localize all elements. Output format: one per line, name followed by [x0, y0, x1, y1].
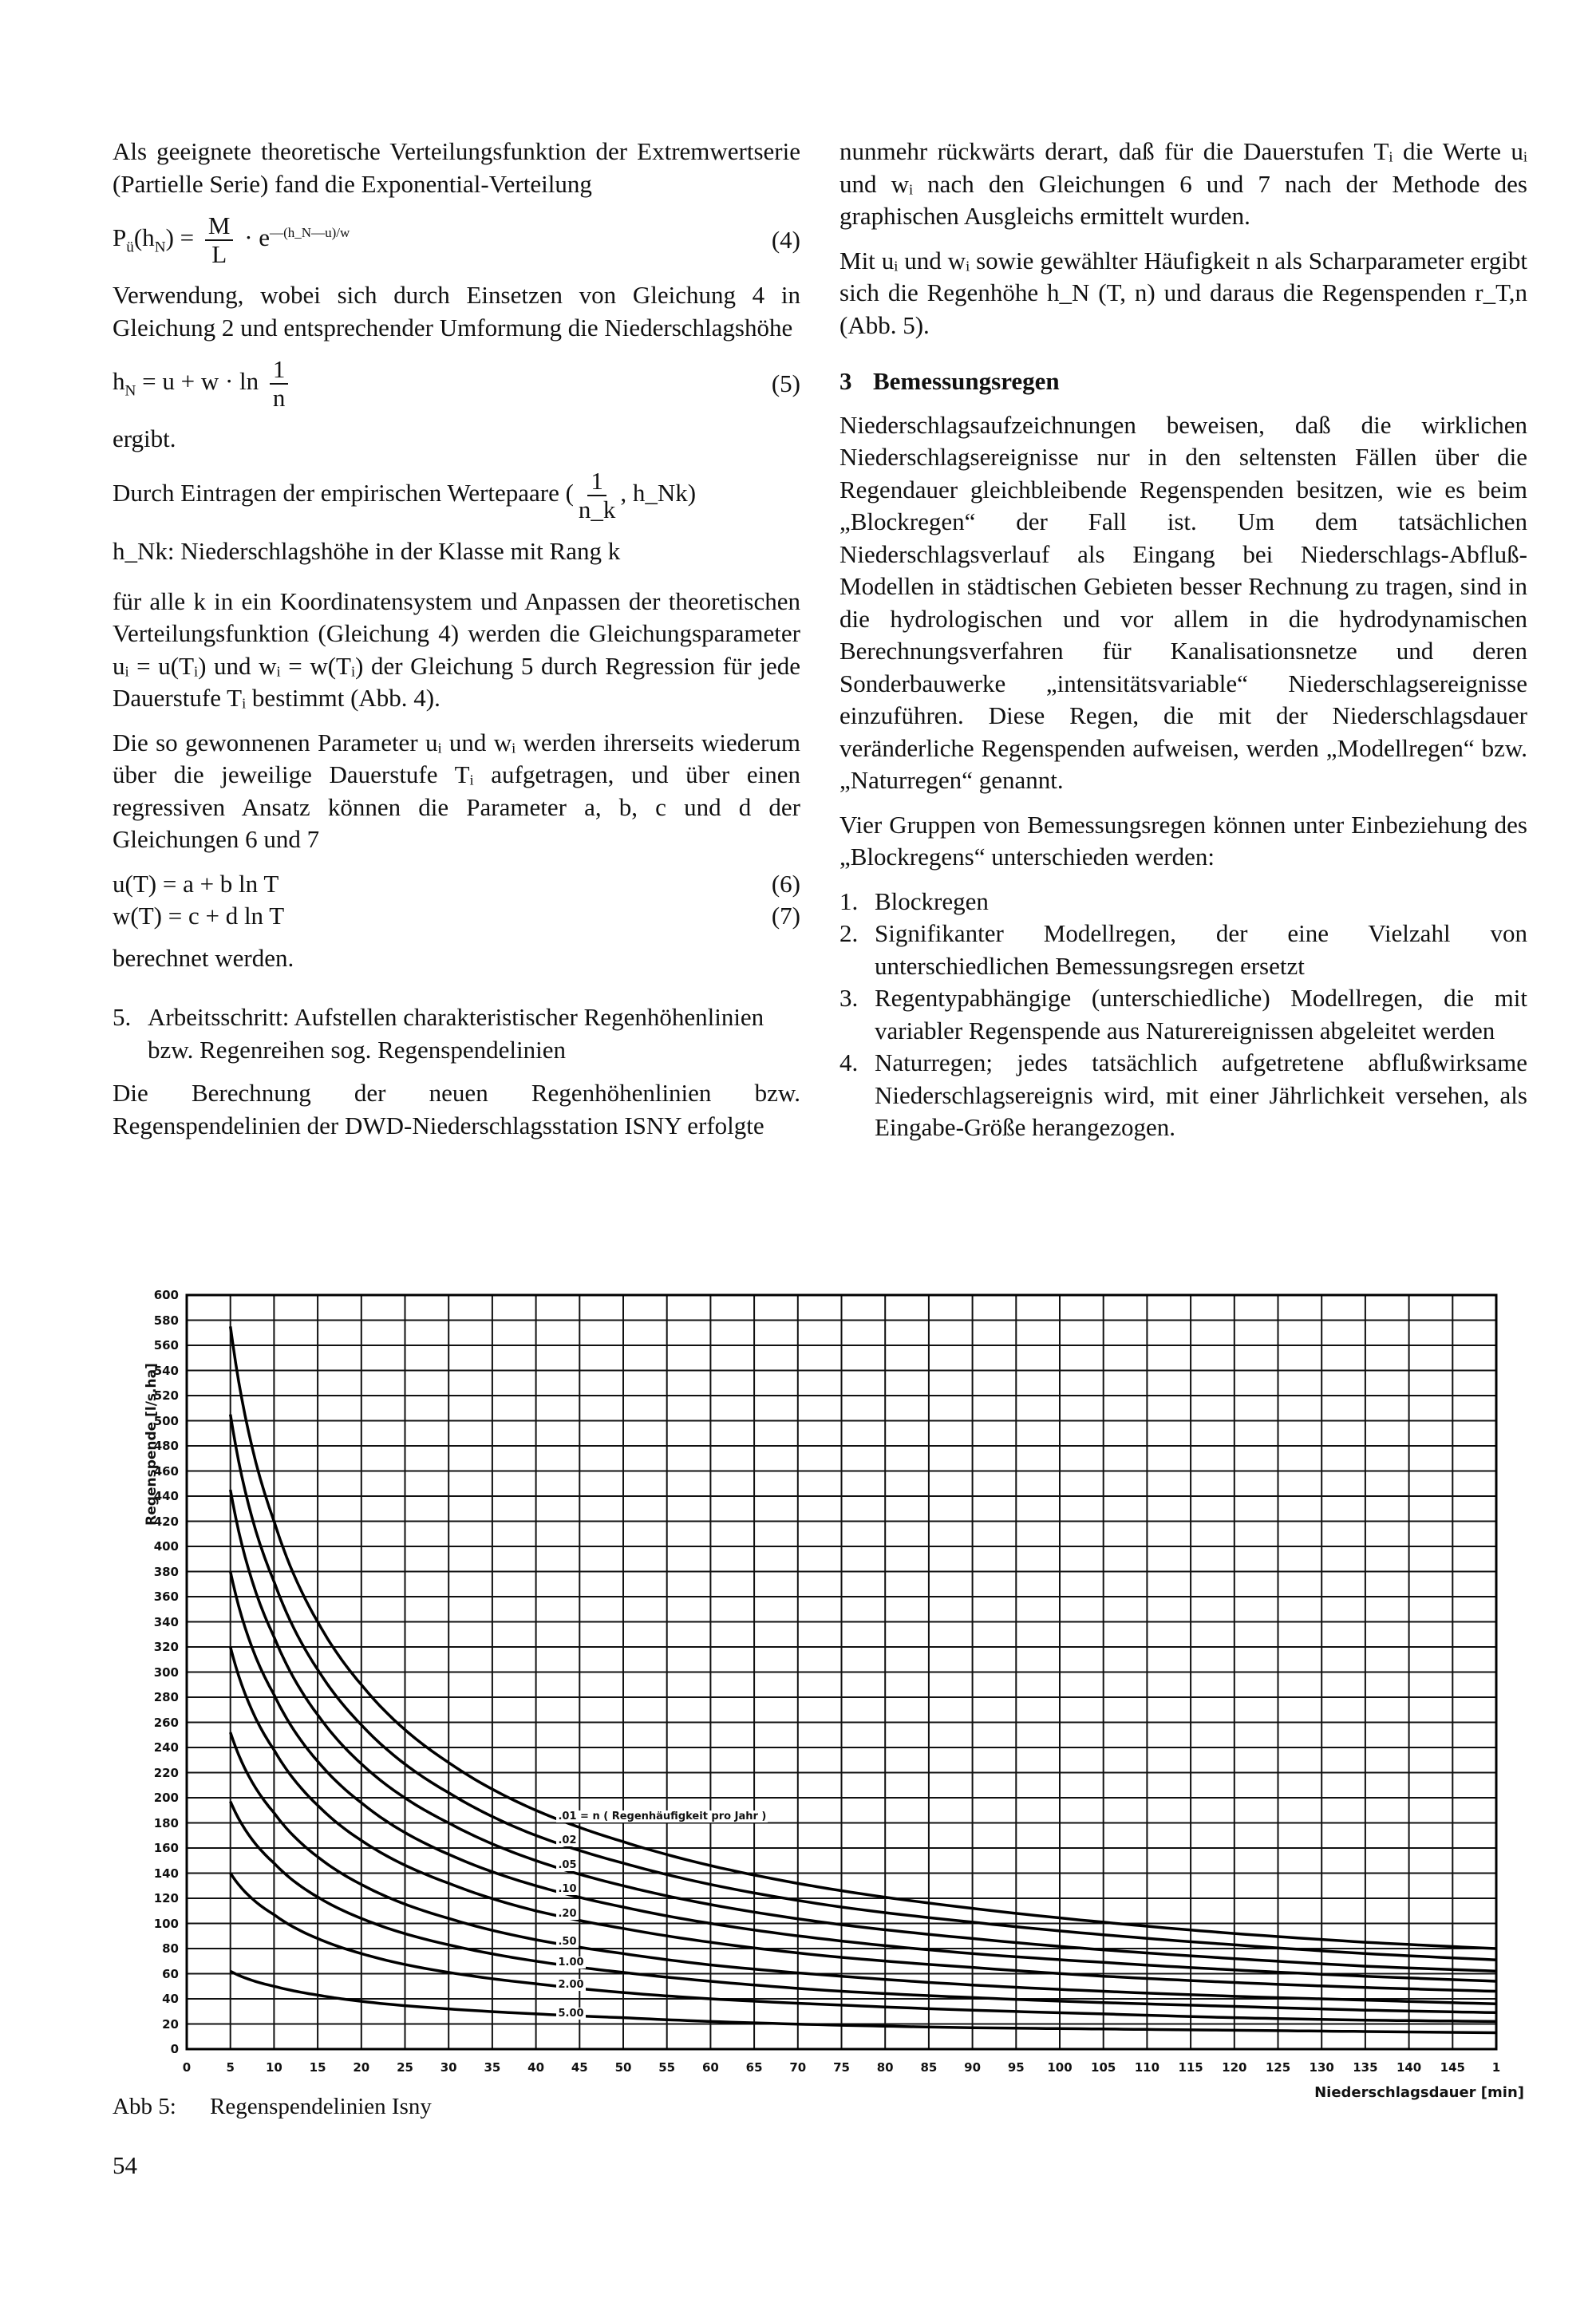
x-tick-label: 55 — [658, 2060, 676, 2075]
x-tick-label: 110 — [1134, 2060, 1160, 2075]
y-tick-label: 400 — [153, 1539, 179, 1554]
y-tick-label: 160 — [153, 1841, 179, 1855]
x-tick-label: 30 — [440, 2060, 457, 2075]
y-tick-label: 520 — [153, 1388, 179, 1403]
y-tick-label: 580 — [153, 1313, 179, 1328]
y-tick-label: 600 — [153, 1288, 179, 1302]
list-item: 4. Naturregen; jedes tatsächlich aufgetretene abflußwirksame Niederschlagsereignis wird, mit einer Jährlichkeit versehen, als Eingabe-Größe herangezogen. — [839, 1048, 1527, 1141]
list-item: 3. Regentypabhängige (unterschiedliche) Modellregen, die mit variabler Regenspende aus Naturereignissen abgeleitet werden — [839, 984, 1527, 1044]
fraction-1-over-n: $\frac{1}{n}$ — [270, 356, 289, 412]
x-tick-label: 90 — [964, 2060, 982, 2075]
y-tick-label: 60 — [162, 1966, 179, 1981]
y-tick-label: 240 — [153, 1740, 179, 1755]
paragraph-niederschlag: Niederschlagsaufzeichnungen beweisen, daß die wirklichen Niederschlagsereignisse nur in den seltensten Fällen über die Regendauer gleichbleibende Regenspenden besitzen, wie es beim „Blockregen“ der Fall ist. Um dem tatsächlichen Niederschlagsverlauf als Eingang bei Niederschlags-Abfluß-Modellen in städtischen Gebieten besser Rechnung zu tragen, sind in die hydrologischen und vor allem in die hydrodynamischen Berechnungsverfahren für Kanalisationsnetze und deren Sonderbauwerke „intensitätsvariable“ Niederschlagsereignisse einzuführen. Diese Regen, die mit der Niederschlagsdauer veränderliche Regenspenden aufweisen, werden „Modellregen“ bzw. „Naturregen“ genannt. — [839, 410, 1527, 794]
curve-label: .02 — [558, 1834, 577, 1847]
bemessungsregen-list — [839, 886, 1527, 1144]
section-heading: 3 Bemessungsregen — [839, 367, 1060, 395]
curve-label: 1.00 — [558, 1957, 584, 1969]
paragraph-fuer-alle: für alle k in ein Koordinatensystem und Anpassen der theoretischen Verteilungsfunktion (Gleichung 4) werden die Gleichungsparameter uᵢ = u(Tᵢ) und wᵢ = w(Tᵢ) der Gleichung 5 durch Regression für jede Dauerstufe Tᵢ bestimmt (Abb. 4). — [113, 586, 800, 713]
y-tick-label: 560 — [153, 1338, 179, 1352]
paragraph-parameter: Die so gewonnenen Parameter uᵢ und wᵢ werden ihrerseits wiederum über die jeweilige Dauerstufe Tᵢ aufgetragen, und über einen regressiven Ansatz können die Parameter a, b, c und d der Gleichungen 6 und 7 — [113, 728, 800, 854]
fraction-1-over-nk: $\frac{1}{n\_k}$ — [578, 466, 616, 523]
fraction-m-over-l: $\frac{M}{L}$ — [205, 212, 234, 268]
x-tick-label: 130 — [1309, 2060, 1334, 2075]
x-tick-label: 40 — [527, 2060, 545, 2075]
y-axis-title: Regenspende [l/s.ha] — [144, 1363, 160, 1526]
x-tick-label: 15 — [309, 2060, 326, 2075]
x-tick-label: 75 — [833, 2060, 850, 2075]
y-tick-label: 20 — [162, 2016, 179, 2032]
y-tick-label: 280 — [153, 1690, 179, 1704]
x-tick-label: 20 — [353, 2060, 370, 2075]
curve-n-1p00 — [231, 1802, 1496, 2013]
list-item: 1. Blockregen — [839, 887, 989, 915]
equation-6: u(T) = a + b ln T (6) — [113, 869, 800, 898]
y-tick-label: 220 — [153, 1765, 179, 1780]
x-tick-label: 1 — [1491, 2060, 1501, 2075]
list-item: 2. Signifikanter Modellregen, der eine Vielzahl von unterschiedlichen Bemessungsregen ersetzt — [839, 919, 1527, 980]
equation-5-body: $h_N = u + w \cdot \ln$ $\frac{1}{n}$ — [113, 356, 293, 412]
x-tick-label: 70 — [789, 2060, 807, 2075]
paragraph-berechnet: berechnet werden. — [113, 943, 294, 972]
curve-label: .10 — [558, 1883, 577, 1896]
paragraph-durch: Durch Eintragen der empirischen Wertepaare ( $\frac{1}{n\_k}$ , h_Nk) — [113, 466, 697, 523]
x-tick-label: 105 — [1091, 2060, 1116, 2075]
paragraph-verwendung: Verwendung, wobei sich durch Einsetzen von Gleichung 4 in Gleichung 2 und entsprechender Umformung die Niederschlagshöhe — [113, 281, 800, 342]
x-tick-label: 45 — [571, 2060, 588, 2075]
y-tick-label: 200 — [153, 1791, 179, 1805]
y-tick-label: 320 — [153, 1640, 179, 1654]
x-tick-label: 85 — [920, 2060, 938, 2075]
curve-label: 2.00 — [558, 1978, 584, 1991]
x-tick-label: 95 — [1007, 2060, 1025, 2075]
y-tick-label: 0 — [170, 2042, 179, 2056]
paragraph-berechnung: Die Berechnung der neuen Regenhöhenlinien bzw. Regenspendelinien der DWD-Niederschlagsstation ISNY erfolgte — [113, 1079, 800, 1139]
x-tick-label: 25 — [397, 2060, 413, 2075]
y-tick-label: 80 — [162, 1941, 179, 1956]
equation-4 — [113, 212, 800, 268]
y-tick-label: 540 — [153, 1363, 179, 1378]
y-tick-label: 440 — [153, 1489, 179, 1503]
curve-label: .05 — [558, 1859, 577, 1872]
y-tick-label: 500 — [153, 1413, 179, 1428]
curve-n-p01 — [231, 1326, 1496, 1949]
x-tick-label: 5 — [226, 2060, 235, 2075]
equation-7: w(T) = c + d ln T (7) — [113, 902, 800, 930]
x-tick-label: 0 — [182, 2060, 192, 2075]
definition-hnk: h_Nk: Niederschlagshöhe in der Klasse mit Rang k — [113, 537, 621, 566]
x-tick-label: 50 — [614, 2060, 632, 2075]
x-tick-label: 145 — [1440, 2060, 1465, 2075]
regenspende-chart — [120, 1253, 1540, 2101]
x-tick-label: 80 — [876, 2060, 894, 2075]
x-axis-title: Niederschlagsdauer [min] — [1314, 2084, 1524, 2101]
y-tick-label: 340 — [153, 1614, 179, 1629]
x-tick-label: 120 — [1222, 2060, 1247, 2075]
x-tick-label: 115 — [1178, 2060, 1203, 2075]
left-column — [113, 136, 800, 1154]
y-tick-label: 460 — [153, 1463, 179, 1479]
equation-number: (5) — [771, 369, 800, 398]
right-column — [839, 136, 1527, 1156]
curve-label: .50 — [558, 1935, 577, 1948]
y-tick-label: 420 — [153, 1514, 179, 1529]
paragraph-vier: Vier Gruppen von Bemessungsregen können unter Einbeziehung des „Blockregens“ unterschieden werden: — [839, 810, 1527, 871]
y-tick-label: 120 — [153, 1891, 179, 1905]
x-tick-label: 65 — [745, 2060, 763, 2075]
x-tick-label: 100 — [1047, 2060, 1073, 2075]
y-tick-label: 40 — [162, 1992, 179, 2006]
x-tick-label: 135 — [1353, 2060, 1378, 2075]
y-tick-label: 140 — [153, 1866, 179, 1881]
equation-4-body: $P_ü(h_N)$ = $\frac{M}{L}$ · $e^{—(h\_N—u)/w}$ — [113, 211, 350, 269]
equation-5 — [113, 356, 800, 412]
paragraph-ergibt: ergibt. — [113, 425, 176, 453]
y-tick-label: 360 — [153, 1589, 179, 1604]
curve-label: .20 — [558, 1907, 577, 1920]
page-number: 54 — [113, 2151, 137, 2179]
paragraph-mit: Mit uᵢ und wᵢ sowie gewählter Häufigkeit n als Scharparameter ergibt sich die Regenhöhe h_N (T, n) und daraus die Regenspenden r_T,n (Abb. 5). — [839, 246, 1527, 339]
y-tick-label: 480 — [153, 1439, 179, 1453]
x-tick-label: 125 — [1265, 2060, 1291, 2075]
curve-label: .01 = n ( Regenhäufigkeit pro Jahr ) — [558, 1810, 767, 1822]
y-tick-label: 300 — [153, 1664, 179, 1680]
x-tick-label: 10 — [265, 2060, 282, 2075]
x-tick-label: 140 — [1396, 2060, 1422, 2075]
y-tick-label: 260 — [153, 1715, 179, 1730]
step-5-heading: 5. Arbeitsschritt: Aufstellen charakteristischer Regenhöhenlinien bzw. Regenreihen sog. Regenspendelinien — [113, 1003, 764, 1064]
y-tick-label: 180 — [153, 1815, 179, 1830]
paragraph-intro: Als geeignete theoretische Verteilungsfunktion der Extremwertserie (Partielle Serie) fand die Exponential-Verteilung — [113, 137, 800, 198]
y-tick-label: 380 — [153, 1564, 179, 1579]
figure-caption: Abb 5: Regenspendelinien Isny — [113, 2094, 432, 2119]
equation-number: (4) — [771, 225, 800, 254]
x-tick-label: 35 — [484, 2060, 501, 2075]
curve-label: 5.00 — [558, 2007, 584, 2020]
chart-plot — [120, 1253, 1540, 2075]
x-tick-label: 60 — [701, 2060, 719, 2075]
y-tick-label: 100 — [153, 1916, 179, 1931]
paragraph-nunmehr: nunmehr rückwärts derart, daß für die Dauerstufen Tᵢ die Werte uᵢ und wᵢ nach den Gleichungen 6 und 7 nach der Methode des graphischen Ausgleichs ermittelt wurden. — [839, 137, 1527, 230]
